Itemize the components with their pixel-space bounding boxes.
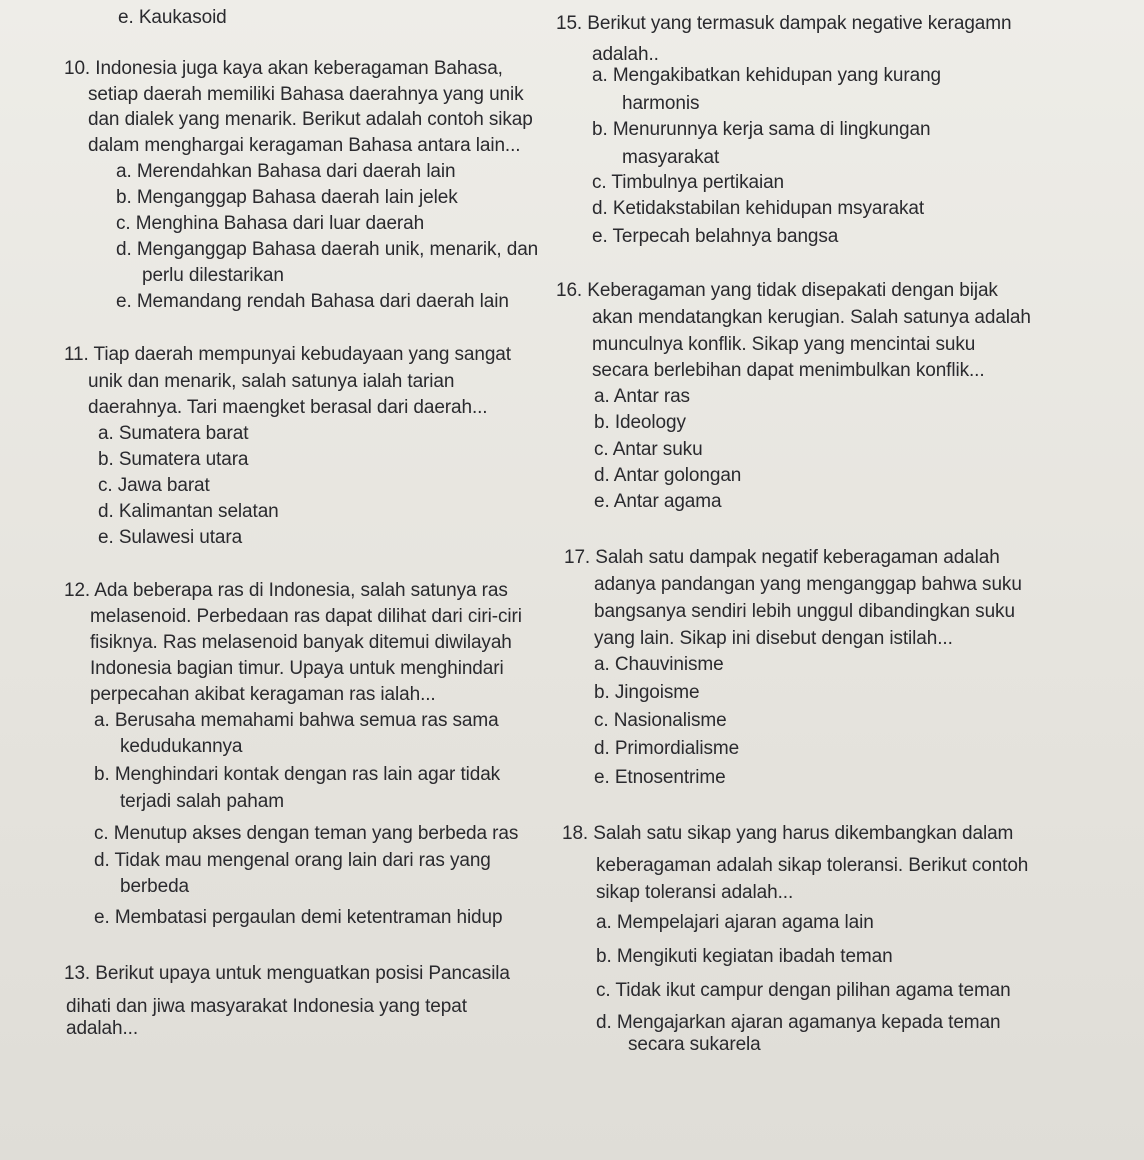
q17-stem-line-4: yang lain. Sikap ini disebut dengan istilah... — [594, 628, 953, 649]
q16-stem-line-4: secara berlebihan dapat menimbulkan konflik... — [592, 360, 985, 381]
q12-stem-line-3: fisiknya. Ras melasenoid banyak ditemui diwilayah — [90, 632, 512, 653]
q11-option-e: e. Sulawesi utara — [98, 527, 243, 548]
q16-option-e: e. Antar agama — [594, 491, 722, 512]
q18-stem-line-2: keberagaman adalah sikap toleransi. Berikut contoh — [596, 855, 1029, 876]
q16-option-a: a. Antar ras — [594, 386, 690, 407]
q12-option-a-line-1: a. Berusaha memahami bahwa semua ras sama — [94, 710, 499, 731]
q15-option-d: d. Ketidakstabilan kehidupan msyarakat — [592, 198, 925, 219]
q12-option-d-line-2: berbeda — [120, 876, 190, 897]
q13-stem-line-2: dihati dan jiwa masyarakat Indonesia yang tepat — [66, 996, 467, 1017]
q17-option-c: c. Nasionalisme — [594, 710, 727, 731]
q10-stem-line-2: setiap daerah memiliki Bahasa daerahnya yang unik — [88, 84, 524, 105]
q11-stem-line-2: unik dan menarik, salah satunya ialah tarian — [88, 371, 455, 392]
q17-stem-line-2: adanya pandangan yang menganggap bahwa suku — [594, 574, 1022, 595]
q10-option-c: c. Menghina Bahasa dari luar daerah — [116, 213, 425, 234]
q10-option-d-line-2: perlu dilestarikan — [142, 265, 284, 286]
q12-stem-line-4: Indonesia bagian timur. Upaya untuk menghindari — [90, 658, 504, 679]
q10-stem-line-4: dalam menghargai keragaman Bahasa antara lain... — [88, 135, 521, 156]
q17-option-e: e. Etnosentrime — [594, 767, 726, 788]
q13-stem-line-3: adalah... — [66, 1018, 138, 1039]
q17-stem-line-1: 17. Salah satu dampak negatif keberagaman adalah — [564, 547, 1000, 568]
q18-option-d-line-1: d. Mengajarkan ajaran agamanya kepada teman — [596, 1012, 1001, 1033]
q16-stem-line-3: munculnya konflik. Sikap yang mencintai suku — [592, 334, 976, 355]
q18-option-a: a. Mempelajari ajaran agama lain — [596, 912, 874, 933]
q12-option-c: c. Menutup akses dengan teman yang berbeda ras — [94, 823, 519, 844]
q16-stem-line-2: akan mendatangkan kerugian. Salah satunya adalah — [592, 307, 1031, 328]
q10-option-e: e. Memandang rendah Bahasa dari daerah lain — [116, 291, 509, 312]
q10-option-b: b. Menganggap Bahasa daerah lain jelek — [116, 187, 458, 208]
q12-option-a-line-2: kedudukannya — [120, 736, 243, 757]
q17-stem-line-3: bangsanya sendiri lebih unggul dibandingkan suku — [594, 601, 1015, 622]
q17-option-a: a. Chauvinisme — [594, 654, 724, 675]
q12-option-b-line-2: terjadi salah paham — [120, 791, 284, 812]
q18-stem-line-3: sikap toleransi adalah... — [596, 882, 794, 903]
q11-option-c: c. Jawa barat — [98, 475, 210, 496]
q11-stem-line-1: 11. Tiap daerah mempunyai kebudayaan yang sangat — [64, 344, 511, 365]
q15-option-a-line-1: a. Mengakibatkan kehidupan yang kurang — [592, 65, 942, 86]
q9-option-e: e. Kaukasoid — [118, 7, 227, 28]
q16-option-c: c. Antar suku — [594, 439, 703, 460]
q15-option-b-line-1: b. Menurunnya kerja sama di lingkungan — [592, 119, 931, 140]
q18-stem-line-1: 18. Salah satu sikap yang harus dikembangkan dalam — [562, 823, 1014, 844]
q10-option-a: a. Merendahkan Bahasa dari daerah lain — [116, 161, 456, 182]
q15-option-b-line-2: masyarakat — [622, 147, 720, 168]
q10-stem-line-1: 10. Indonesia juga kaya akan keberagaman Bahasa, — [64, 58, 503, 79]
q13-stem-line-1: 13. Berikut upaya untuk menguatkan posisi Pancasila — [64, 963, 510, 984]
q12-option-d-line-1: d. Tidak mau mengenal orang lain dari ras yang — [94, 850, 491, 871]
q15-option-a-line-2: harmonis — [622, 93, 700, 114]
q11-stem-line-3: daerahnya. Tari maengket berasal dari daerah... — [88, 397, 488, 418]
q11-option-a: a. Sumatera barat — [98, 423, 249, 444]
q11-option-d: d. Kalimantan selatan — [98, 501, 279, 522]
q18-option-d-line-2: secara sukarela — [628, 1034, 761, 1055]
q17-option-d: d. Primordialisme — [594, 738, 740, 759]
q12-option-b-line-1: b. Menghindari kontak dengan ras lain agar tidak — [94, 764, 501, 785]
q16-option-b: b. Ideology — [594, 412, 686, 433]
q12-option-e: e. Membatasi pergaulan demi ketentraman hidup — [94, 907, 503, 928]
q15-stem-line-2: adalah.. — [592, 44, 659, 65]
q15-option-e: e. Terpecah belahnya bangsa — [592, 226, 839, 247]
q10-option-d-line-1: d. Menganggap Bahasa daerah unik, menarik, dan — [116, 239, 539, 260]
q16-stem-line-1: 16. Keberagaman yang tidak disepakati dengan bijak — [556, 280, 998, 301]
q15-option-c: c. Timbulnya pertikaian — [592, 172, 785, 193]
q15-stem-line-1: 15. Berikut yang termasuk dampak negative keragamn — [556, 13, 1012, 34]
q18-option-c: c. Tidak ikut campur dengan pilihan agama teman — [596, 980, 1011, 1001]
q11-option-b: b. Sumatera utara — [98, 449, 249, 470]
q12-stem-line-2: melasenoid. Perbedaan ras dapat dilihat dari ciri-ciri — [90, 606, 522, 627]
q12-stem-line-5: perpecahan akibat keragaman ras ialah... — [90, 684, 436, 705]
q16-option-d: d. Antar golongan — [594, 465, 742, 486]
q12-stem-line-1: 12. Ada beberapa ras di Indonesia, salah satunya ras — [64, 580, 508, 601]
q18-option-b: b. Mengikuti kegiatan ibadah teman — [596, 946, 893, 967]
q17-option-b: b. Jingoisme — [594, 682, 700, 703]
q10-stem-line-3: dan dialek yang menarik. Berikut adalah contoh sikap — [88, 109, 533, 130]
